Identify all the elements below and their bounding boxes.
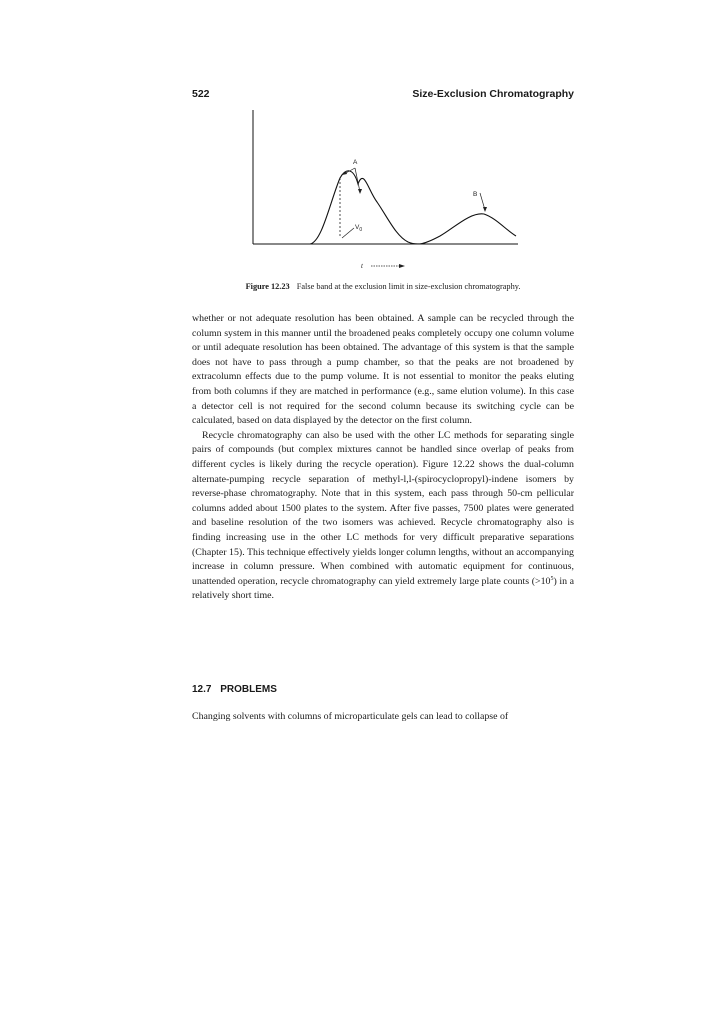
v0-label: $V_0$ — [355, 224, 363, 233]
x-axis-variable: t — [361, 262, 363, 270]
arrowhead-b — [483, 207, 487, 212]
caption-number: Figure 12.23 — [245, 282, 290, 291]
peak-b-label: B — [473, 191, 478, 198]
peak-a-label: A — [353, 159, 358, 166]
running-title: Size-Exclusion Chromatography — [412, 88, 574, 100]
section-title: PROBLEMS — [220, 684, 277, 695]
paragraph-2-tail-pre: (>10 — [531, 575, 551, 587]
section-paragraph: Changing solvents with columns of microparticulate gels can lead to collapse of — [192, 711, 509, 722]
page-header — [192, 88, 574, 104]
paragraph-2-tail-post: ) in a relatively short time. — [192, 575, 575, 602]
chromatogram-svg — [240, 106, 530, 278]
figure-caption — [192, 282, 574, 291]
arrow-a-right — [355, 168, 360, 192]
figure-chromatogram — [240, 106, 530, 278]
caption-text: False band at the exclusion limit in size-exclusion chromatography. — [296, 282, 521, 291]
body-text — [192, 312, 574, 604]
v0-pointer — [342, 228, 354, 238]
x-axis-arrowhead — [399, 264, 405, 268]
page-number: 522 — [192, 88, 210, 100]
chromatogram-trace — [253, 171, 516, 244]
section-heading — [192, 684, 277, 695]
arrowhead-a-right — [358, 189, 362, 194]
superscript-exponent: 5 — [550, 575, 554, 582]
paragraph-1: whether or not adequate resolution has been obtained. A sample can be recycled through the column system in this manner until the broadened peaks completely occupy one column volume or until adequate resolution has been obtained. The advantage of this system is that the sample does not have to pass through a pump chamber, so that the peaks are not broadened by extracolumn effects due to the pump volume. It is not essential to monitor the peaks eluting from both columns if they are matched in performance (e.g., same elution volume). In this case a detector cell is not required for the second column because its switching cycle can be calculated, based on data displayed by the detector on the first column. — [192, 313, 574, 427]
section-number: 12.7 — [192, 684, 212, 695]
paragraph-2-main: Recycle chromatography can also be used with the other LC methods for separating single pairs of compounds (but complex mixtures cannot be handled since overlap of peaks from different cycles is likely during the recycle operation). Figure 12.22 shows the dual-column alternate-pumping recycle separation of methyl-l,l-(spirocyclopropyl)-indene isomers by reverse-phase chromatography. Note that in this system, each pass through 50-cm pellicular columns added about 1500 plates to the system. After five passes, 7500 plates were generated and baseline resolution of the two isomers was achieved. Recycle chromatography also is finding increasing use in the other LC methods for very difficult preparative separations (Chapter 15). This technique effectively yields longer column lengths, without an accompanying increase in column pressure. When combined with automatic equipment for continuous, unattended operation, recycle chromatography can yield extremely large plate counts — [192, 429, 574, 587]
paragraph-2 — [192, 429, 574, 604]
